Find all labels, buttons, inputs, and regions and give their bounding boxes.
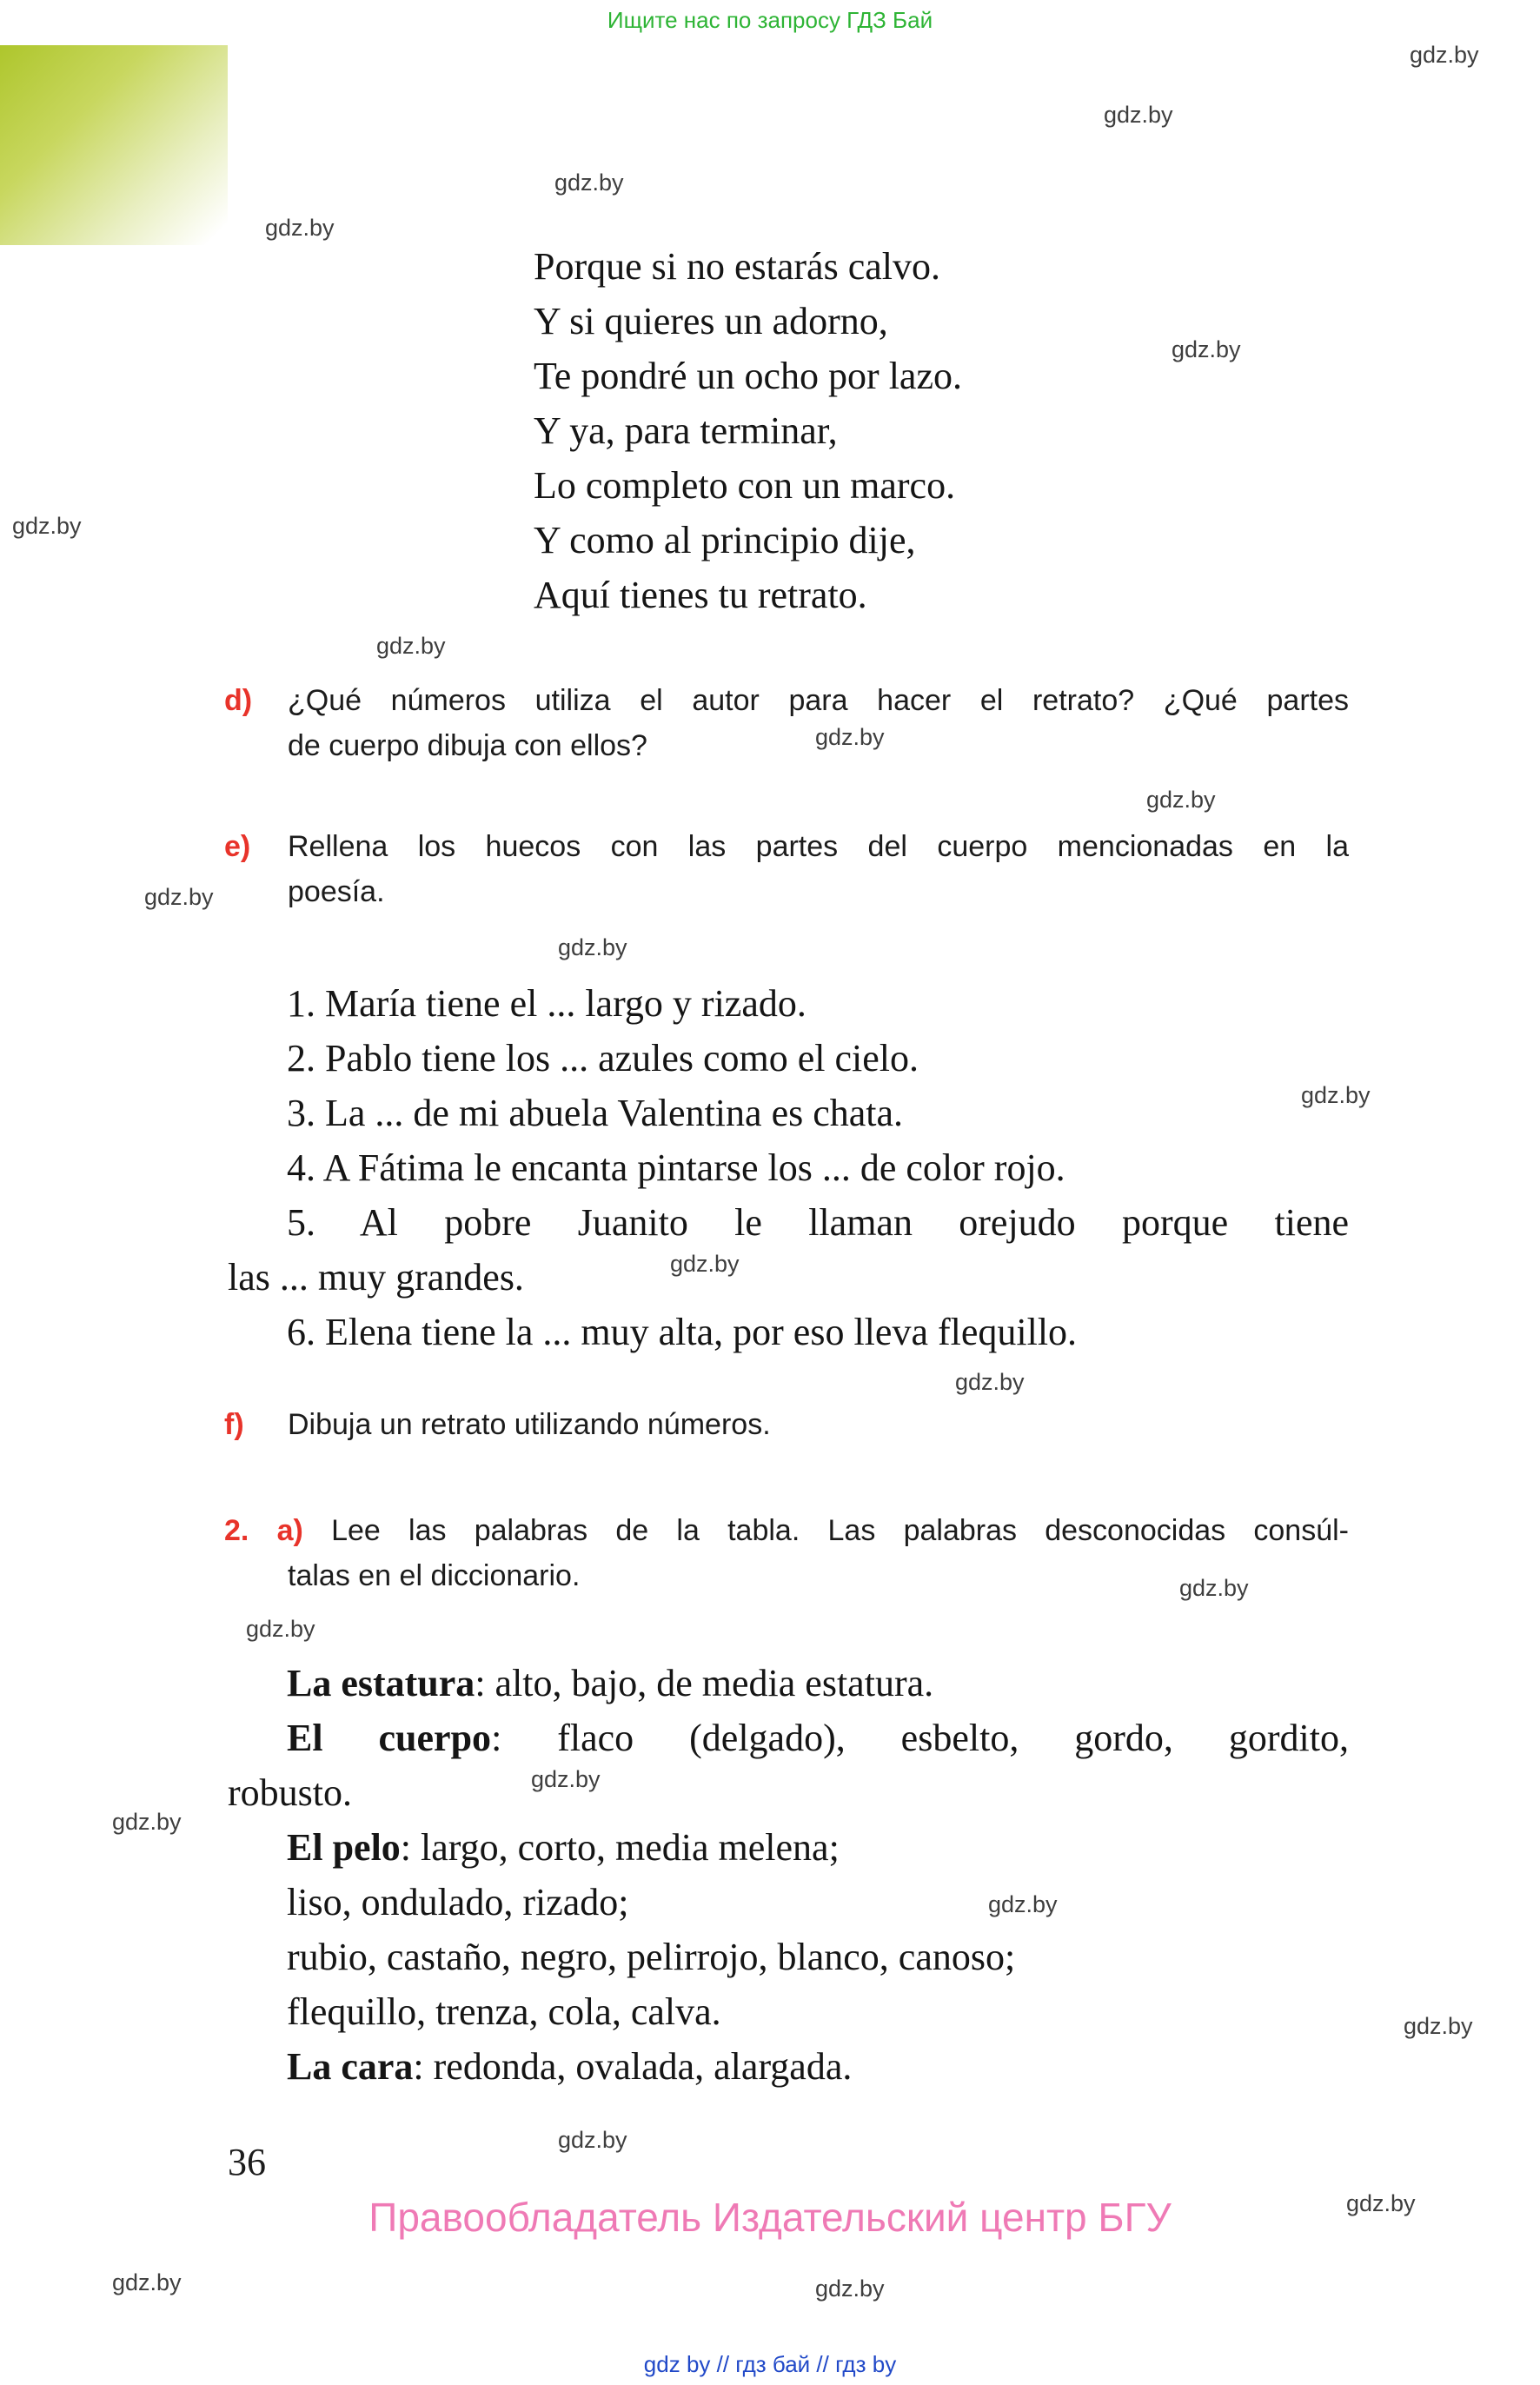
gdz-watermark: gdz.by: [1301, 1082, 1371, 1108]
fill-gaps-list: [228, 976, 1349, 1359]
poem-line: Y ya, para terminar,: [534, 409, 838, 452]
task-d-label: d): [224, 684, 253, 717]
vocab-words: : redonda, ovalada, alargada.: [413, 2045, 853, 2088]
vocab-line: [228, 1875, 1349, 1930]
corner-gradient-decoration: [0, 45, 228, 245]
vocab-words: liso, ondulado, rizado;: [287, 1881, 629, 1923]
vocab-words: : alto, bajo, de media estatura.: [475, 1662, 934, 1704]
task-2a-first-line: [224, 1508, 1349, 1553]
task-2a: [224, 1508, 1349, 1598]
gdz-watermark: gdz.by: [12, 513, 82, 539]
gdz-watermark: gdz.by: [815, 724, 885, 750]
gdz-watermark: gdz.by: [1179, 1575, 1249, 1601]
bottom-links-text: gdz by // гдз бай // гдз by: [643, 2351, 897, 2377]
gdz-watermark: gdz.by: [815, 2275, 885, 2302]
fill-gaps-item: 3. La ... de mi abuela Valentina es chata.: [287, 1092, 904, 1134]
copyright-footer: Правообладатель Издательский центр БГУ: [368, 2195, 1172, 2240]
gdz-watermark: gdz.by: [1346, 2190, 1416, 2216]
task-f-text-line: Dibuja un retrato utilizando números.: [288, 1408, 771, 1441]
gdz-watermark: gdz.by: [265, 215, 335, 241]
gdz-watermark: gdz.by: [670, 1251, 740, 1277]
vocab-words: rubio, castaño, negro, pelirrojo, blanco, canoso;: [287, 1936, 1016, 1978]
gdz-watermark: gdz.by: [558, 2127, 627, 2153]
task-e-text-line: Rellena los huecos con las partes del cuerpo mencionadas en la: [288, 830, 1349, 863]
vocab-term: El cuerpo: [287, 1717, 492, 1759]
vocab-term: La estatura: [287, 1662, 475, 1704]
vocab-line: [228, 1984, 1349, 2039]
fill-gaps-item: 4. A Fátima le encanta pintarse los ... de color rojo.: [287, 1146, 1065, 1189]
fill-gaps-item: 1. María tiene el ... largo y rizado.: [287, 982, 807, 1025]
gdz-watermark: gdz.by: [1410, 42, 1479, 68]
poem-line: Te pondré un ocho por lazo.: [534, 355, 962, 397]
task-f-label: f): [224, 1408, 244, 1441]
task-d-text-line: de cuerpo dibuja con ellos?: [288, 729, 647, 762]
gdz-watermark: gdz.by: [1104, 102, 1173, 128]
vocab-term: El pelo: [287, 1826, 401, 1869]
fill-gaps-item: 2. Pablo tiene los ... azules como el cielo.: [287, 1037, 919, 1080]
vocab-words: robusto.: [228, 1771, 352, 1814]
gdz-watermark: gdz.by: [955, 1369, 1025, 1395]
task-2a-label: a): [276, 1514, 303, 1547]
vocabulary: [228, 1656, 1349, 2094]
gdz-watermark: gdz.by: [1404, 2013, 1473, 2039]
task-2a-number: 2.: [224, 1514, 249, 1547]
gdz-watermark: gdz.by: [112, 2269, 182, 2295]
gdz-watermark: gdz.by: [112, 1809, 182, 1835]
poem-line: Lo completo con un marco.: [534, 464, 956, 507]
gdz-watermark: gdz.by: [376, 633, 446, 659]
top-banner-text: Ищите нас по запросу ГДЗ Бай: [607, 7, 933, 33]
fill-gaps-item: 5. Al pobre Juanito le llaman orejudo porque tiene: [287, 1201, 1349, 1244]
vocab-line: [228, 1930, 1349, 1984]
gdz-watermark: gdz.by: [988, 1891, 1058, 1917]
task-2a-text-line: talas en el diccionario.: [288, 1559, 581, 1592]
vocab-line: [228, 1711, 1349, 1765]
task-f: [224, 1402, 1349, 1447]
vocab-words: : largo, corto, media melena;: [400, 1826, 840, 1869]
poem-line: Y si quieres un adorno,: [534, 300, 888, 342]
gdz-watermark: gdz.by: [246, 1616, 315, 1642]
gdz-watermark: gdz.by: [554, 169, 624, 196]
vocab-line: [228, 2039, 1349, 2094]
vocab-words: : flaco (delgado), esbelto, gordo, gordito,: [491, 1717, 1349, 1759]
vocab-line-continuation: [228, 1765, 1349, 1820]
gdz-watermark: gdz.by: [1172, 336, 1241, 362]
poem-line: Porque si no estarás calvo.: [534, 245, 940, 288]
task-d: [224, 678, 1349, 768]
vocab-term: La cara: [287, 2045, 414, 2088]
task-e-label: e): [224, 830, 251, 863]
gdz-watermark: gdz.by: [1146, 787, 1216, 813]
poem-line: Aquí tienes tu retrato.: [534, 574, 867, 616]
gdz-watermark: gdz.by: [558, 934, 627, 960]
vocab-line: [228, 1820, 1349, 1875]
poem-line: Y como al principio dije,: [534, 519, 916, 561]
task-e-text-line: poesía.: [288, 875, 385, 908]
vocab-words: flequillo, trenza, cola, calva.: [287, 1990, 721, 2033]
gdz-watermark: gdz.by: [531, 1766, 601, 1792]
task-d-text-line: ¿Qué números utiliza el autor para hacer el retrato? ¿Qué partes: [288, 684, 1349, 717]
fill-gaps-item-continuation: las ... muy grandes.: [228, 1256, 524, 1299]
vocab-line: [228, 1656, 1349, 1711]
page-number: 36: [228, 2141, 266, 2183]
task-e: [224, 824, 1349, 914]
task-2a-text: Lee las palabras de la tabla. Las palabras desconocidas consúl-: [331, 1514, 1349, 1547]
gdz-watermark: gdz.by: [144, 884, 214, 910]
poem: [534, 239, 962, 622]
fill-gaps-item: 6. Elena tiene la ... muy alta, por eso lleva flequillo.: [287, 1311, 1078, 1353]
